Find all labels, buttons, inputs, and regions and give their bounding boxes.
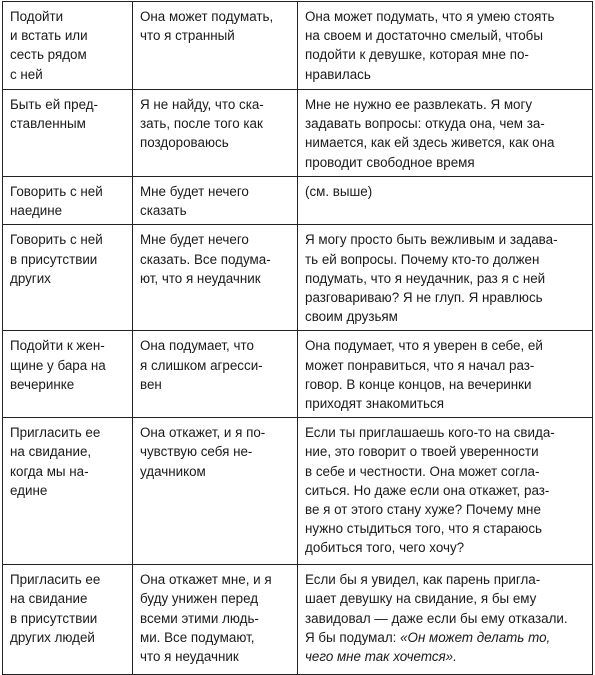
response-line: нимается, как ей здесь живется, как она xyxy=(305,135,555,151)
quote-text: «Он может делать то, xyxy=(400,629,551,645)
response-line: проводит свободное время xyxy=(305,154,475,170)
action-line: других xyxy=(10,270,51,286)
action-line: ставленным xyxy=(10,116,86,132)
fear-line: Я не найду, что ска- xyxy=(140,97,264,112)
action-line: в присутствии xyxy=(10,610,98,626)
response-cell xyxy=(298,90,593,177)
fear-cell xyxy=(133,177,298,225)
action-line: Пригласить ее xyxy=(10,425,101,441)
fear-cell xyxy=(133,331,298,418)
action-line: щине у бара на xyxy=(10,357,106,373)
response-line: говор. В конце концов, на вечеринки xyxy=(305,376,532,392)
response-line: может понравиться, что я начал раз- xyxy=(305,357,535,373)
fear-line: Она откажет, и я по- xyxy=(140,425,266,441)
fear-line: Мне будет нечего xyxy=(140,184,249,199)
action-line: наедине xyxy=(10,203,63,219)
fear-line: поздороваюсь xyxy=(140,135,229,151)
action-cell xyxy=(3,225,133,331)
response-line: Мне не нужно ее развлекать. Я могу xyxy=(305,97,533,112)
fear-cell xyxy=(133,90,298,177)
action-line: на свидание xyxy=(10,591,88,607)
response-line: Если ты приглашаешь кого-то на свида- xyxy=(305,425,555,441)
action-cell xyxy=(3,2,133,90)
table-row xyxy=(3,177,593,225)
quote-text: чего мне так хочется». xyxy=(305,649,457,665)
action-cell xyxy=(3,331,133,418)
table-row xyxy=(3,2,593,90)
fear-line: сказать. Все подума- xyxy=(140,251,271,267)
fear-line: ми. Все подумают, xyxy=(140,629,255,645)
table-row xyxy=(3,565,593,675)
response-line: завидовал — даже если бы ему отказали. xyxy=(305,610,568,626)
fear-line: что я неудачник xyxy=(140,649,239,665)
response-line: на своем и достаточно смелый, чтобы xyxy=(305,28,543,44)
fear-cell xyxy=(133,225,298,331)
fear-line: Она может подумать, xyxy=(140,9,274,24)
thought-table xyxy=(2,1,593,675)
fear-line: ют, что я неудачник xyxy=(140,270,261,286)
action-line: Подойти к жен- xyxy=(10,338,105,354)
response-line: в себе и честности. Она может согла- xyxy=(305,463,540,479)
action-cell xyxy=(3,177,133,225)
response-line: ние, это говорит о твоей уверенности xyxy=(305,444,539,460)
action-cell xyxy=(3,565,133,675)
response-line: нравилась xyxy=(305,66,371,82)
response-line: (см. выше) xyxy=(305,184,373,199)
action-line: Пригласить ее xyxy=(10,572,101,588)
action-line: сесть рядом xyxy=(10,47,87,63)
action-line: Говорить с ней xyxy=(10,232,103,248)
response-cell xyxy=(298,177,593,225)
table-row xyxy=(3,90,593,177)
response-line: задавать вопросы: откуда она, чем за- xyxy=(305,116,545,132)
response-text: Я бы подумал: xyxy=(305,629,401,645)
response-cell xyxy=(298,565,593,675)
response-line: Я могу просто быть вежливым и задава- xyxy=(305,232,558,248)
fear-cell xyxy=(133,565,298,675)
action-line: едине xyxy=(10,482,48,498)
table-row xyxy=(3,418,593,565)
fear-line: буду унижен перед xyxy=(140,591,259,607)
fear-line: сказать xyxy=(140,203,187,219)
action-line: и встать или xyxy=(10,28,88,44)
response-line: добиться того, чего хочу? xyxy=(305,540,465,556)
response-line: своим друзьям xyxy=(305,309,398,325)
action-line: вечеринке xyxy=(10,376,75,392)
response-cell xyxy=(298,331,593,418)
action-cell xyxy=(3,90,133,177)
response-cell xyxy=(298,2,593,90)
action-line: Быть ей пред- xyxy=(10,97,99,112)
action-line: когда мы на- xyxy=(10,463,89,479)
response-line: ть ей вопросы. Почему кто-то должен xyxy=(305,251,540,267)
action-cell xyxy=(3,418,133,565)
response-cell xyxy=(298,225,593,331)
response-line: ве я от этого стану хуже? Почему мне xyxy=(305,502,541,518)
table-row xyxy=(3,225,593,331)
response-line: разговариваю? Я не глуп. Я нравлюсь xyxy=(305,290,543,306)
response-line: подойти к девушке, которая мне по- xyxy=(305,47,529,63)
action-line: на свидание, xyxy=(10,444,92,460)
fear-line: чувствую себя не- xyxy=(140,444,253,460)
response-line: Она может подумать, что я умею стоять xyxy=(305,9,555,24)
response-cell xyxy=(298,418,593,565)
fear-line: вен xyxy=(140,376,162,392)
fear-line: зать, после того как xyxy=(140,116,263,132)
response-line: Если бы я увидел, как парень пригла- xyxy=(305,572,541,588)
response-line: ситься. Но даже если она откажет, раз- xyxy=(305,482,550,498)
response-line: подумать, что я неудачник, раз я с ней xyxy=(305,270,546,286)
response-line xyxy=(305,628,586,647)
fear-cell xyxy=(133,2,298,90)
fear-line: Она откажет мне, и я xyxy=(140,572,272,588)
fear-line: удачником xyxy=(140,463,206,479)
table-row xyxy=(3,331,593,418)
fear-line: что я странный xyxy=(140,28,235,44)
fear-line: Мне будет нечего xyxy=(140,232,249,248)
fear-line: всеми этими людь- xyxy=(140,610,259,626)
fear-line: я слишком агресси- xyxy=(140,357,263,373)
action-line: Подойти xyxy=(10,9,64,24)
response-line: Она подумает, что я уверен в себе, ей xyxy=(305,338,543,354)
response-line: нужно стыдиться того, что я стараюсь xyxy=(305,521,543,537)
action-line: с ней xyxy=(10,66,43,82)
response-line: приходят знакомиться xyxy=(305,396,444,412)
fear-line: Она подумает, что xyxy=(140,338,254,354)
action-line: других людей xyxy=(10,629,95,645)
fear-cell xyxy=(133,418,298,565)
action-line: в присутствии xyxy=(10,251,98,267)
response-line: шает девушку на свидание, я бы ему xyxy=(305,591,537,607)
action-line: Говорить с ней xyxy=(10,184,103,199)
